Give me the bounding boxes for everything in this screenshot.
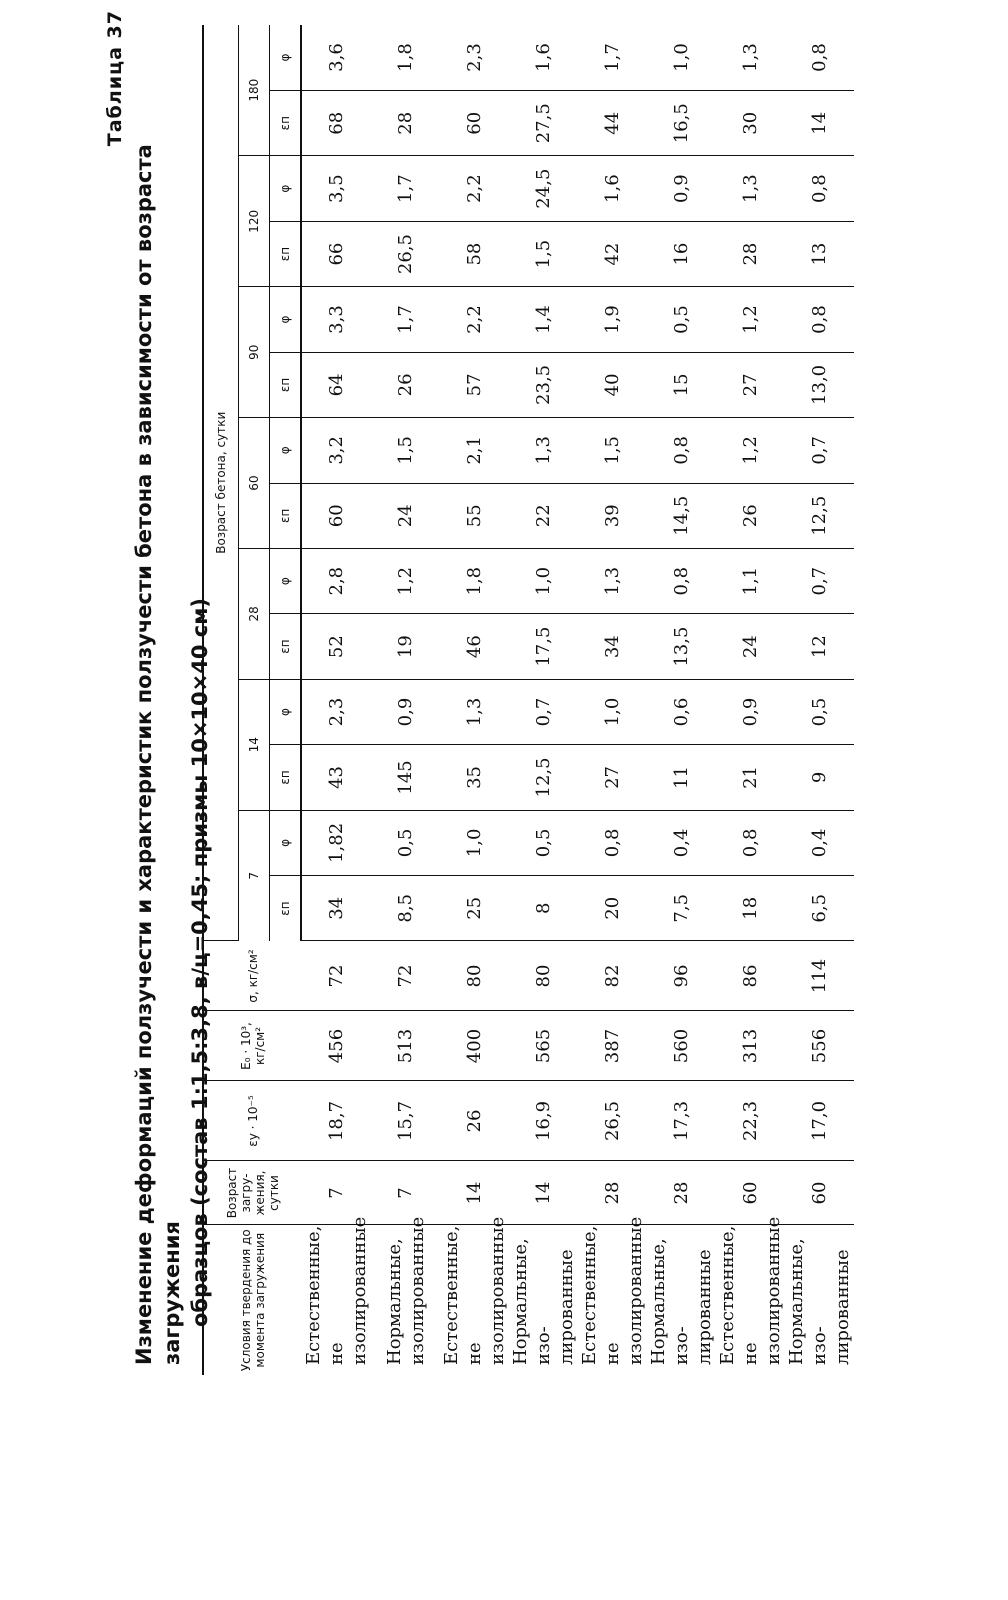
- condition-cell: Нормальные, изо-лированные: [648, 1238, 715, 1365]
- eps-p-cell: 66: [301, 221, 371, 286]
- phi-cell: 0,7: [785, 418, 854, 483]
- eps-p-cell: 27,5: [509, 91, 578, 156]
- phi-cell: 1,8: [440, 548, 509, 613]
- loading-age-cell: 28: [647, 1161, 716, 1225]
- phi-cell: 1,0: [509, 548, 578, 613]
- eps-p-cell: 16: [647, 221, 716, 286]
- eps-p-cell: 46: [440, 614, 509, 679]
- eps-p-cell: 23,5: [509, 352, 578, 417]
- phi-cell: 1,2: [716, 418, 785, 483]
- eps-p-cell: 13: [785, 221, 854, 286]
- phi-cell: 1,3: [440, 679, 509, 744]
- eps-p-cell: 18: [716, 876, 785, 941]
- eps-p-cell: 58: [440, 221, 509, 286]
- table-body: [301, 25, 854, 1375]
- condition-cell: Естественные, не изолированные: [441, 1216, 508, 1365]
- table-row: [647, 25, 716, 1375]
- e-modulus-cell: 565: [509, 1011, 578, 1081]
- phi-cell: 0,4: [785, 810, 854, 875]
- eps-y-cell: 17,0: [785, 1081, 854, 1161]
- phi-cell: 0,8: [785, 287, 854, 352]
- eps-p-cell: 19: [371, 614, 440, 679]
- header-age-28: 28: [239, 548, 270, 679]
- phi-cell: 0,7: [509, 679, 578, 744]
- loading-age-cell: 14: [509, 1161, 578, 1225]
- eps-p-cell: 24: [371, 483, 440, 548]
- phi-cell: 3,6: [301, 25, 371, 91]
- eps-p-cell: 11: [647, 745, 716, 810]
- condition-cell: Естественные, не изолированные: [302, 1216, 370, 1365]
- phi-cell: 1,82: [301, 810, 371, 875]
- phi-cell: 2,3: [440, 25, 509, 91]
- table-row: [301, 25, 371, 1375]
- phi-cell: 3,2: [301, 418, 371, 483]
- phi-cell: 0,8: [785, 156, 854, 221]
- header-eps-p: εп: [270, 876, 302, 941]
- phi-cell: 0,8: [647, 418, 716, 483]
- eps-p-cell: 43: [301, 745, 371, 810]
- phi-cell: 0,8: [647, 548, 716, 613]
- phi-cell: 0,8: [785, 25, 854, 91]
- condition-cell: Нормальные, изолированные: [383, 1216, 428, 1365]
- phi-cell: 0,8: [578, 810, 647, 875]
- phi-cell: 1,7: [371, 156, 440, 221]
- phi-cell: 1,7: [578, 25, 647, 91]
- phi-cell: 1,7: [371, 287, 440, 352]
- eps-p-cell: 55: [440, 483, 509, 548]
- header-loading-age: Возраст загру-жения, сутки: [203, 1161, 301, 1225]
- eps-p-cell: 12: [785, 614, 854, 679]
- eps-p-cell: 35: [440, 745, 509, 810]
- phi-cell: 1,1: [716, 548, 785, 613]
- eps-p-cell: 34: [578, 614, 647, 679]
- phi-cell: 3,5: [301, 156, 371, 221]
- phi-cell: 0,9: [647, 156, 716, 221]
- phi-cell: 0,7: [785, 548, 854, 613]
- eps-y-cell: 18,7: [301, 1081, 371, 1161]
- phi-cell: 0,9: [716, 679, 785, 744]
- phi-cell: 1,2: [371, 548, 440, 613]
- eps-p-cell: 60: [301, 483, 371, 548]
- header-age-14: 14: [239, 679, 270, 810]
- table-row: [785, 25, 854, 1375]
- header-age-90: 90: [239, 287, 270, 418]
- loading-age-cell: 7: [301, 1161, 371, 1225]
- loading-age-cell: 7: [371, 1161, 440, 1225]
- eps-p-cell: 60: [440, 91, 509, 156]
- title-line-1: Изменение деформаций ползучести и характеристик ползучести бетона в зависимости от возраста загружения: [132, 144, 184, 1365]
- eps-y-cell: 15,7: [371, 1081, 440, 1161]
- header-phi: φ: [270, 156, 302, 221]
- e-modulus-cell: 400: [440, 1011, 509, 1081]
- header-age-60: 60: [239, 418, 270, 549]
- phi-cell: 1,3: [578, 548, 647, 613]
- table-row: [716, 25, 785, 1375]
- table-caption: Таблица 37: [104, 10, 126, 147]
- eps-p-cell: 26,5: [371, 221, 440, 286]
- condition-cell: Естественные, не изолированные: [717, 1216, 784, 1365]
- eps-p-cell: 8: [509, 876, 578, 941]
- loading-age-cell: 14: [440, 1161, 509, 1225]
- eps-p-cell: 28: [716, 221, 785, 286]
- phi-cell: 0,5: [785, 679, 854, 744]
- table-row: [509, 25, 578, 1375]
- eps-p-cell: 12,5: [785, 483, 854, 548]
- header-phi: φ: [270, 418, 302, 483]
- eps-p-cell: 25: [440, 876, 509, 941]
- header-age-7: 7: [239, 810, 270, 941]
- sigma-cell: 72: [301, 941, 371, 1011]
- e-modulus-cell: 387: [578, 1011, 647, 1081]
- condition-cell: Нормальные, изо-лированные: [786, 1238, 853, 1365]
- eps-p-cell: 44: [578, 91, 647, 156]
- eps-p-cell: 14,5: [647, 483, 716, 548]
- phi-cell: 1,5: [371, 418, 440, 483]
- eps-p-cell: 6,5: [785, 876, 854, 941]
- eps-p-cell: 34: [301, 876, 371, 941]
- sigma-cell: 96: [647, 941, 716, 1011]
- e-modulus-cell: 313: [716, 1011, 785, 1081]
- eps-p-cell: 42: [578, 221, 647, 286]
- eps-p-cell: 27: [578, 745, 647, 810]
- header-phi: φ: [270, 810, 302, 875]
- loading-age-cell: 60: [716, 1161, 785, 1225]
- eps-p-cell: 15: [647, 352, 716, 417]
- e-modulus-cell: 556: [785, 1011, 854, 1081]
- eps-p-cell: 17,5: [509, 614, 578, 679]
- phi-cell: 1,0: [578, 679, 647, 744]
- eps-p-cell: 39: [578, 483, 647, 548]
- eps-p-cell: 26: [371, 352, 440, 417]
- eps-p-cell: 9: [785, 745, 854, 810]
- header-phi: φ: [270, 548, 302, 613]
- table-row: [371, 25, 440, 1375]
- eps-p-cell: 21: [716, 745, 785, 810]
- eps-p-cell: 28: [371, 91, 440, 156]
- e-modulus-cell: 513: [371, 1011, 440, 1081]
- header-concrete-age: Возраст бетона, сутки: [203, 25, 239, 941]
- eps-p-cell: 16,5: [647, 91, 716, 156]
- phi-cell: 1,3: [716, 25, 785, 91]
- phi-cell: 0,5: [371, 810, 440, 875]
- phi-cell: 1,2: [716, 287, 785, 352]
- eps-y-cell: 16,9: [509, 1081, 578, 1161]
- phi-cell: 1,0: [440, 810, 509, 875]
- eps-y-cell: 22,3: [716, 1081, 785, 1161]
- condition-cell: Естественные, не изолированные: [579, 1216, 646, 1365]
- sigma-cell: 80: [509, 941, 578, 1011]
- phi-cell: 24,5: [509, 156, 578, 221]
- eps-y-cell: 26,5: [578, 1081, 647, 1161]
- eps-p-cell: 64: [301, 352, 371, 417]
- eps-p-cell: 68: [301, 91, 371, 156]
- table-row: [440, 25, 509, 1375]
- loading-age-cell: 28: [578, 1161, 647, 1225]
- header-eps-y: εу · 10⁻⁵: [203, 1081, 301, 1161]
- sigma-cell: 86: [716, 941, 785, 1011]
- eps-p-cell: 13,0: [785, 352, 854, 417]
- eps-y-cell: 17,3: [647, 1081, 716, 1161]
- phi-cell: 1,8: [371, 25, 440, 91]
- header-eps-p: εп: [270, 614, 302, 679]
- header-phi: φ: [270, 25, 302, 91]
- phi-cell: 0,9: [371, 679, 440, 744]
- phi-cell: 0,5: [647, 287, 716, 352]
- header-eps-p: εп: [270, 352, 302, 417]
- header-phi: φ: [270, 287, 302, 352]
- eps-p-cell: 26: [716, 483, 785, 548]
- phi-cell: 0,8: [716, 810, 785, 875]
- eps-p-cell: 30: [716, 91, 785, 156]
- creep-table: [202, 25, 854, 1375]
- phi-cell: 1,6: [509, 25, 578, 91]
- header-eps-p: εп: [270, 483, 302, 548]
- eps-p-cell: 40: [578, 352, 647, 417]
- header-e-modulus: Е₀ · 10³, кг/см²: [203, 1011, 301, 1081]
- eps-p-cell: 7,5: [647, 876, 716, 941]
- eps-p-cell: 13,5: [647, 614, 716, 679]
- phi-cell: 1,5: [578, 418, 647, 483]
- eps-p-cell: 20: [578, 876, 647, 941]
- header-eps-p: εп: [270, 91, 302, 156]
- sigma-cell: 80: [440, 941, 509, 1011]
- eps-p-cell: 24: [716, 614, 785, 679]
- phi-cell: 1,3: [509, 418, 578, 483]
- phi-cell: 1,6: [578, 156, 647, 221]
- phi-cell: 0,4: [647, 810, 716, 875]
- phi-cell: 2,1: [440, 418, 509, 483]
- header-age-180: 180: [239, 25, 270, 156]
- header-sigma: σ, кг/см²: [203, 941, 301, 1011]
- sigma-cell: 82: [578, 941, 647, 1011]
- eps-y-cell: 26: [440, 1081, 509, 1161]
- e-modulus-cell: 560: [647, 1011, 716, 1081]
- eps-p-cell: 52: [301, 614, 371, 679]
- eps-p-cell: 22: [509, 483, 578, 548]
- sigma-cell: 114: [785, 941, 854, 1011]
- e-modulus-cell: 456: [301, 1011, 371, 1081]
- phi-cell: 1,0: [647, 25, 716, 91]
- title-line-2: образцов (состав 1:1,5:3,8, в/ц=0,45; призмы 10×10×40 см): [188, 597, 212, 1327]
- header-age-120: 120: [239, 156, 270, 287]
- phi-cell: 2,3: [301, 679, 371, 744]
- eps-p-cell: 1,5: [509, 221, 578, 286]
- condition-cell: Нормальные, изо-лированные: [510, 1238, 577, 1365]
- eps-p-cell: 57: [440, 352, 509, 417]
- header-phi: φ: [270, 679, 302, 744]
- header-condition: Условия твердения до момента загружения: [203, 1225, 301, 1375]
- eps-p-cell: 145: [371, 745, 440, 810]
- phi-cell: 3,3: [301, 287, 371, 352]
- eps-p-cell: 14: [785, 91, 854, 156]
- data-table-wrapper: [202, 25, 854, 1375]
- phi-cell: 0,6: [647, 679, 716, 744]
- table-row: [578, 25, 647, 1375]
- eps-p-cell: 8,5: [371, 876, 440, 941]
- loading-age-cell: 60: [785, 1161, 854, 1225]
- eps-p-cell: 27: [716, 352, 785, 417]
- phi-cell: 1,9: [578, 287, 647, 352]
- phi-cell: 1,3: [716, 156, 785, 221]
- phi-cell: 2,8: [301, 548, 371, 613]
- phi-cell: 2,2: [440, 156, 509, 221]
- phi-cell: 2,2: [440, 287, 509, 352]
- eps-p-cell: 12,5: [509, 745, 578, 810]
- phi-cell: 1,4: [509, 287, 578, 352]
- sigma-cell: 72: [371, 941, 440, 1011]
- header-eps-p: εп: [270, 221, 302, 286]
- header-eps-p: εп: [270, 745, 302, 810]
- phi-cell: 0,5: [509, 810, 578, 875]
